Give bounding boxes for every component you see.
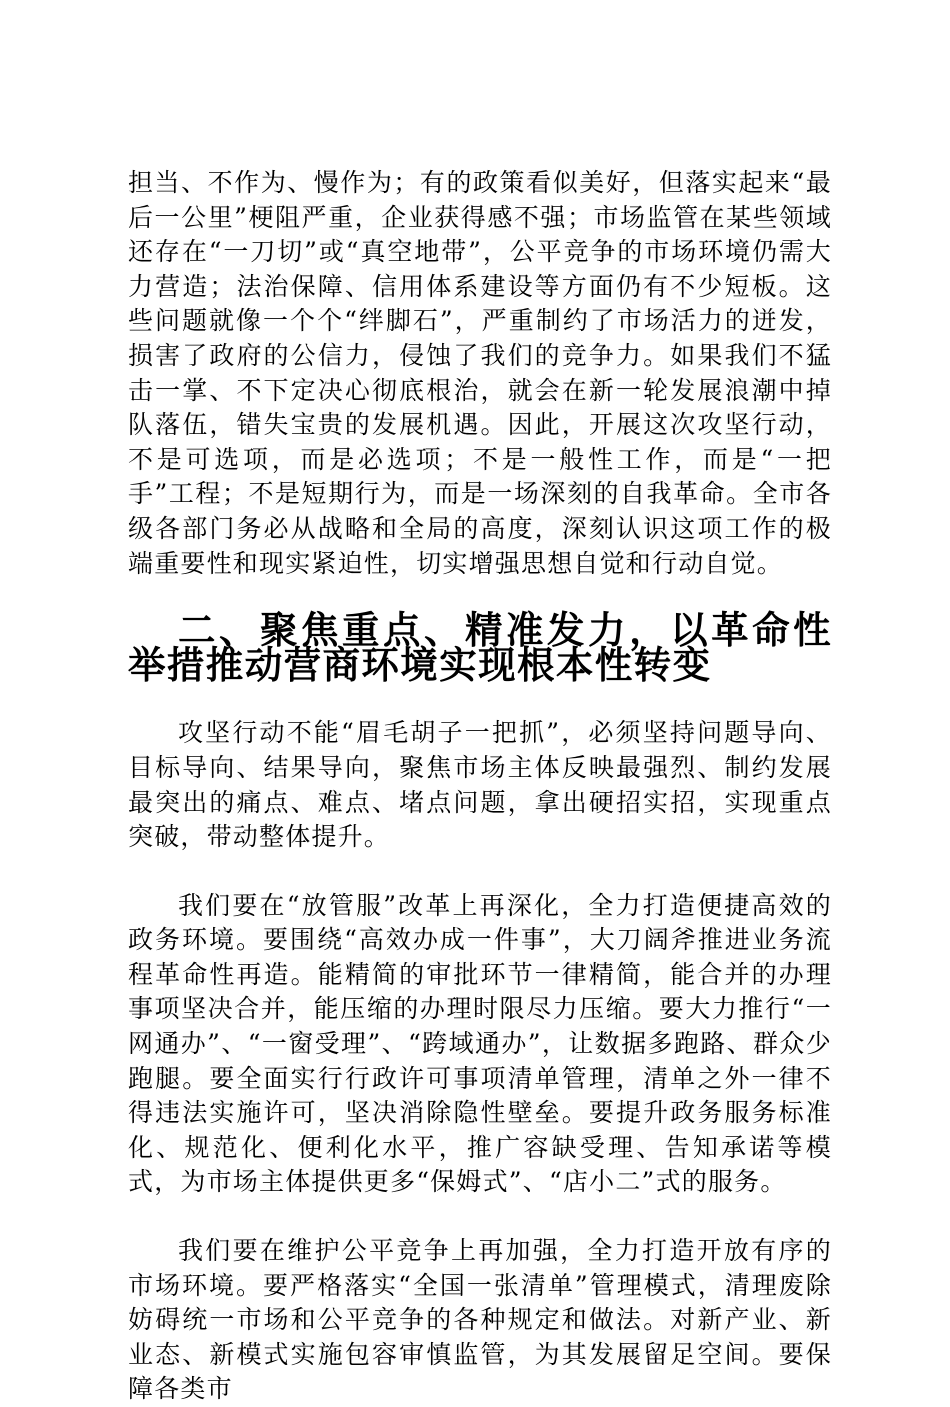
section-heading: 二、聚焦重点、精准发力，以革命性举措推动营商环境实现根本性转变 [128,608,832,687]
paragraph-overview: 攻坚行动不能“眉毛胡子一把抓”，必须坚持问题导向、目标导向、结果导向，聚焦市场主体反映最强烈、制约发展最突出的痛点、难点、堵点问题，拿出硬招实招，实现重点突破，带动整体提升。 [128,718,832,852]
document-page [128,166,832,1407]
paragraph-fair-competition: 我们要在维护公平竞争上再加强，全力打造开放有序的市场环境。要严格落实“全国一张清单”管理模式，清理废除妨碍统一市场和公平竞争的各种规定和做法。对新产业、新业态、新模式实施包容审慎监管，为其发展留足空间。要保障各类市 [128,1236,832,1404]
paragraph-continuation: 担当、不作为、慢作为；有的政策看似美好，但落实起来“最后一公里”梗阻严重，企业获得感不强；市场监管在某些领域还存在“一刀切”或“真空地带”，公平竞争的市场环境仍需大力营造；法治保障、信用体系建设等方面仍有不少短板。这些问题就像一个个“绊脚石”，严重制约了市场活力的迸发，损害了政府的公信力，侵蚀了我们的竞争力。如果我们不猛击一掌、不下定决心彻底根治，就会在新一轮发展浪潮中掉队落伍，错失宝贵的发展机遇。因此，开展这次攻坚行动，不是可选项，而是必选项；不是一般性工作，而是“一把手”工程；不是短期行为，而是一场深刻的自我革命。全市各级各部门务必从战略和全局的高度，深刻认识这项工作的极端重要性和现实紧迫性，切实增强思想自觉和行动自觉。 [128,168,832,578]
paragraph-government-services: 我们要在“放管服”改革上再深化，全力打造便捷高效的政务环境。要围绕“高效办成一件事”，大刀阔斧推进业务流程革命性再造。能精简的审批环节一律精简，能合并的办理事项坚决合并，能压缩的办理时限尽力压缩。要大力推行“一网通办”、“一窗受理”、“跨域通办”，让数据多跑路、群众少跑腿。要全面实行行政许可事项清单管理，清单之外一律不得违法实施许可，坚决消除隐性壁垒。要提升政务服务标准化、规范化、便利化水平，推广容缺受理、告知承诺等模式，为市场主体提供更多“保姆式”、“店小二”式的服务。 [128,890,832,1197]
